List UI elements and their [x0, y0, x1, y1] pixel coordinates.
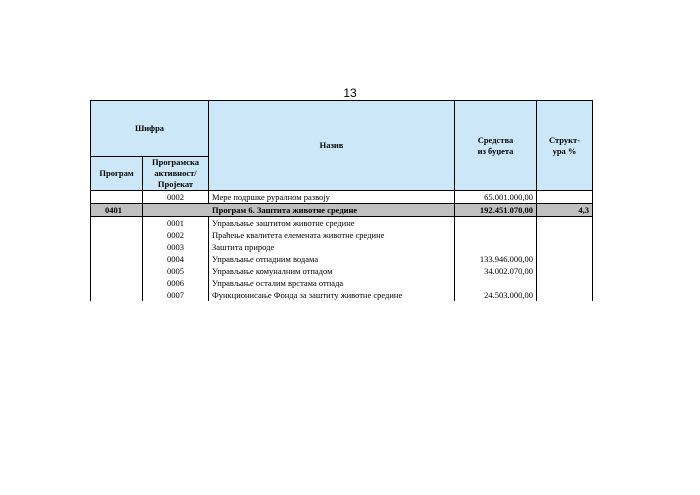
table-row [91, 265, 593, 277]
program-code [91, 191, 143, 204]
program-header: Програм [91, 157, 143, 191]
item-name: Мере подршке руралном развоју [209, 191, 455, 204]
budget-table [90, 100, 593, 301]
structure-percent [537, 289, 593, 301]
activity-code: 0002 [143, 191, 209, 204]
program-code [91, 229, 143, 241]
item-name: Управљање заштитом животне средине [209, 217, 455, 230]
activity-code: 0005 [143, 265, 209, 277]
structure-header-line1: Структ- [548, 134, 581, 145]
name-header: Назив [209, 101, 455, 191]
budget-amount: 133.946.000,00 [455, 253, 537, 265]
item-name: Заштита природе [209, 241, 455, 253]
table-row [91, 229, 593, 241]
item-name: Управљање осталим врстама отпада [209, 277, 455, 289]
program-code [91, 253, 143, 265]
activity-code: 0004 [143, 253, 209, 265]
budget-amount: 192.451.070,00 [455, 204, 537, 217]
structure-percent [537, 217, 593, 230]
program-code [91, 241, 143, 253]
budget-amount [455, 229, 537, 241]
item-name: Управљање комуналним отпадом [209, 265, 455, 277]
activity-code: 0002 [143, 229, 209, 241]
activity-header-line2: активност/ [154, 168, 197, 178]
program-row [91, 204, 593, 217]
structure-header-line2: ура % [552, 145, 577, 156]
activity-code: 0003 [143, 241, 209, 253]
activity-code: 0001 [143, 217, 209, 230]
program-name: Програм 6. Заштита животне средине [209, 204, 455, 217]
activity-code: 0006 [143, 277, 209, 289]
program-code [91, 265, 143, 277]
item-name: Управљање отпадним водама [209, 253, 455, 265]
budget-amount: 65.001.000,00 [455, 191, 537, 204]
funds-header-line2: из буџета [477, 145, 514, 156]
code-group-header: Шифра [91, 101, 209, 157]
item-name: Функционисање Фонда за заштиту животне средине [209, 289, 455, 301]
funds-header [455, 101, 537, 191]
item-name: Праћење квалитета елемената животне средине [209, 229, 455, 241]
activity-header-line3: Пројекат [157, 179, 194, 189]
structure-percent [537, 241, 593, 253]
funds-header-line1: Средства [477, 134, 514, 145]
table-row [91, 289, 593, 301]
structure-percent: 4,3 [537, 204, 593, 217]
structure-percent [537, 265, 593, 277]
table-row [91, 241, 593, 253]
program-code: 0401 [91, 204, 143, 217]
table-row [91, 217, 593, 230]
program-code [91, 289, 143, 301]
program-code [91, 217, 143, 230]
activity-code [143, 204, 209, 217]
structure-percent [537, 191, 593, 204]
budget-amount [455, 241, 537, 253]
structure-percent [537, 253, 593, 265]
activity-header [143, 157, 209, 191]
structure-percent [537, 229, 593, 241]
structure-percent [537, 277, 593, 289]
budget-amount: 34.002.070,00 [455, 265, 537, 277]
table-row [91, 191, 593, 204]
table-row [91, 253, 593, 265]
budget-amount [455, 217, 537, 230]
program-code [91, 277, 143, 289]
structure-header [537, 101, 593, 191]
budget-amount [455, 277, 537, 289]
activity-code: 0007 [143, 289, 209, 301]
activity-header-line1: Програмска [151, 157, 199, 167]
table-row [91, 277, 593, 289]
budget-amount: 24.503.000,00 [455, 289, 537, 301]
page-number: 13 [343, 86, 357, 100]
